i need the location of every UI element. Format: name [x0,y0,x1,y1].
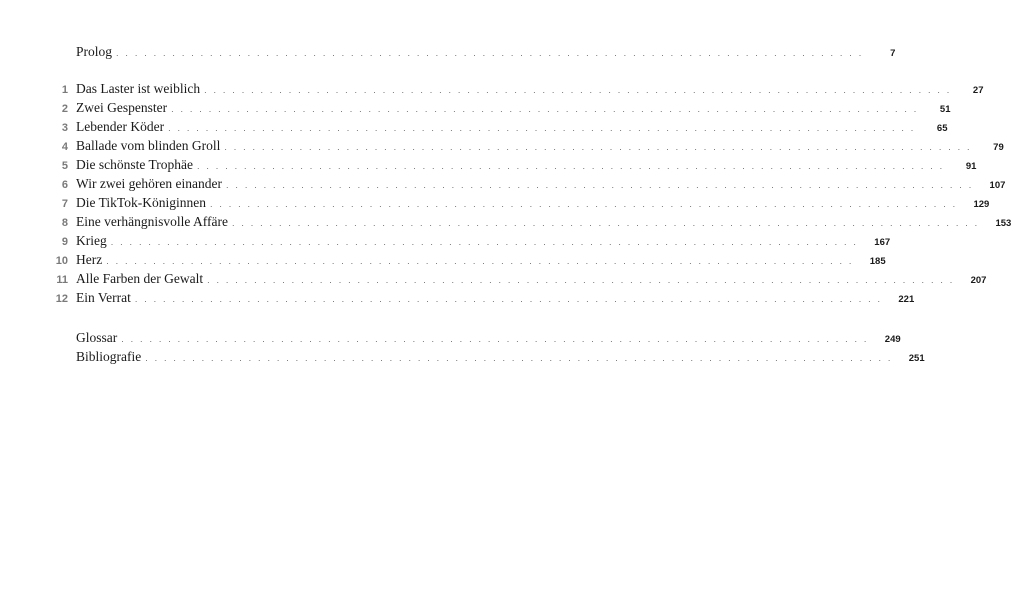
chapter-number: 3 [61,122,68,134]
entry-title: Lebender Köder [76,119,165,134]
toc-entry-chapter-6 [48,176,1006,196]
dot-leader: . . . . . . . . . . . . . . . . . . . . . . . . . . . . . . . . . . . . . . . . . . . . . . . . . . . . . . . . . . . . . . . . . . . . . . . . . . . . . . . . [168,123,916,133]
page-number: 7 [890,48,896,59]
chapter-number: 11 [56,274,68,286]
dot-leader: . . . . . . . . . . . . . . . . . . . . . . . . . . . . . . . . . . . . . . . . . . . . . . . . . . . . . . . . . . . . . . . . . . . . . . . . . . . . . . . . [171,104,919,114]
toc-entry-chapter-5 [48,157,977,177]
page-number: 91 [965,161,977,172]
chapter-number: 6 [61,179,68,191]
toc-entry-chapter-3 [48,119,948,139]
chapter-number: 4 [61,141,68,153]
entry-title: Krieg [76,233,107,248]
chapter-number: 9 [61,236,68,248]
chapter-number: 5 [61,160,68,172]
page-number: 153 [995,218,1011,229]
page-number: 107 [989,180,1006,191]
dot-leader: . . . . . . . . . . . . . . . . . . . . . . . . . . . . . . . . . . . . . . . . . . . . . . . . . . . . . . . . . . . . . . . . . . . . . . . . . . . . . . . . [197,161,945,171]
toc-entry-chapter-1 [48,81,984,101]
entry-title: Eine verhängnisvolle Affäre [76,214,228,229]
page-number: 79 [993,142,1004,153]
toc-entry-chapter-11 [48,271,987,291]
page-number: 249 [884,334,901,345]
dot-leader: . . . . . . . . . . . . . . . . . . . . . . . . . . . . . . . . . . . . . . . . . . . . . . . . . . . . . . . . . . . . . . . . . . . . . . . . . . . . . . . . [226,180,974,190]
toc-entry-chapter-12 [48,290,915,310]
toc-entry-bibliografie [48,349,925,369]
entry-title: Herz [76,252,103,267]
chapter-number: 10 [55,255,68,267]
page-number: 51 [939,104,951,115]
dot-leader: . . . . . . . . . . . . . . . . . . . . . . . . . . . . . . . . . . . . . . . . . . . . . . . . . . . . . . . . . . . . . . . . . . . . . . . . . . . . . . . . [145,353,893,363]
entry-title: Glossar [76,330,118,345]
entry-title: Das Laster ist weiblich [76,81,201,96]
page-number: 251 [908,353,925,364]
chapter-number: 7 [61,198,68,210]
toc-entry-prolog [48,44,896,64]
chapter-number: 12 [55,293,68,305]
entry-title: Die schönste Trophäe [76,157,193,172]
toc-entry-glossar [48,330,901,350]
dot-leader: . . . . . . . . . . . . . . . . . . . . . . . . . . . . . . . . . . . . . . . . . . . . . . . . . . . . . . . . . . . . . . . . . . . . . . . . . . . . . . . . [231,218,980,228]
dot-leader: . . . . . . . . . . . . . . . . . . . . . . . . . . . . . . . . . . . . . . . . . . . . . . . . . . . . . . . . . . . . . . . . . . . . . . . . . . . . . . . . [207,275,955,285]
dot-leader: . . . . . . . . . . . . . . . . . . . . . . . . . . . . . . . . . . . . . . . . . . . . . . . . . . . . . . . . . . . . . . . . . . . . . . . . . . . . . . . . [121,334,869,344]
page-number: 167 [874,237,891,248]
dot-leader: . . . . . . . . . . . . . . . . . . . . . . . . . . . . . . . . . . . . . . . . . . . . . . . . . . . . . . . . . . . . . . . . . . . . . . . . . . . . . . . . [134,294,883,304]
chapter-number: 1 [61,84,68,96]
chapter-number: 2 [61,103,68,115]
toc-entry-chapter-9 [48,233,891,253]
page-number: 221 [898,294,915,305]
dot-leader: . . . . . . . . . . . . . . . . . . . . . . . . . . . . . . . . . . . . . . . . . . . . . . . . . . . . . . . . . . . . . . . . . . . . . . . . . . . . . . . . [204,85,952,95]
chapter-number: 8 [61,217,68,229]
toc-entry-chapter-7 [48,195,990,215]
toc-entry-chapter-10 [48,252,886,272]
dot-leader: . . . . . . . . . . . . . . . . . . . . . . . . . . . . . . . . . . . . . . . . . . . . . . . . . . . . . . . . . . . . . . . . . . . . . . . . . . . . . . . . [110,237,859,247]
entry-title: Bibliografie [76,349,142,364]
entry-title: Ein Verrat [76,290,131,305]
page-number: 65 [936,123,948,134]
entry-title: Wir zwei gehören einander [76,176,223,191]
dot-leader: . . . . . . . . . . . . . . . . . . . . . . . . . . . . . . . . . . . . . . . . . . . . . . . . . . . . . . . . . . . . . . . . . . . . . . . . . . . . . . . . [116,48,864,58]
toc-entry-chapter-8 [48,214,1011,234]
toc-entry-chapter-4 [48,138,1004,158]
page-number: 207 [970,275,987,286]
page-number: 185 [869,256,886,267]
dot-leader: . . . . . . . . . . . . . . . . . . . . . . . . . . . . . . . . . . . . . . . . . . . . . . . . . . . . . . . . . . . . . . . . . . . . . . . . . . . . . . . . [224,142,972,152]
entry-title: Ballade vom blinden Groll [76,138,221,153]
entry-title: Zwei Gespenster [76,100,168,115]
toc-entry-chapter-2 [48,100,951,120]
dot-leader: . . . . . . . . . . . . . . . . . . . . . . . . . . . . . . . . . . . . . . . . . . . . . . . . . . . . . . . . . . . . . . . . . . . . . . . . . . . . . . . . [106,256,854,266]
entry-title: Alle Farben der Gewalt [76,271,204,286]
dot-leader: . . . . . . . . . . . . . . . . . . . . . . . . . . . . . . . . . . . . . . . . . . . . . . . . . . . . . . . . . . . . . . . . . . . . . . . . . . . . . . . . [209,199,958,209]
page-number: 27 [972,85,984,96]
entry-title: Die TikTok-Königinnen [76,195,206,210]
page-number: 129 [973,199,990,210]
entry-title: Prolog [76,44,113,59]
